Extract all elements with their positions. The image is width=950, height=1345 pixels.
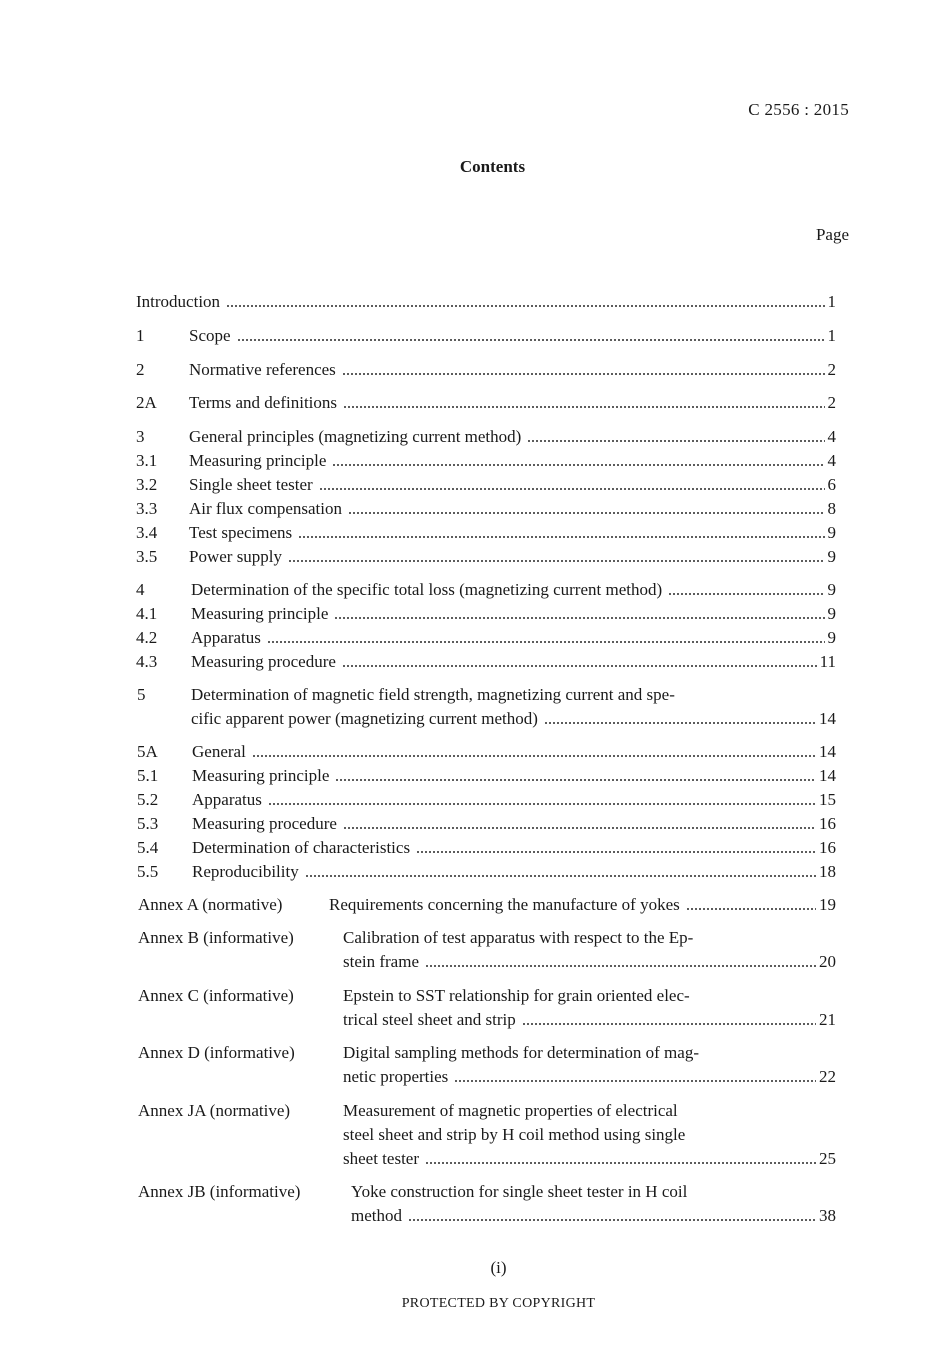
toc-entry-title: netic properties (343, 1067, 449, 1086)
toc-entry-title: Measurement of magnetic properties of electrical (343, 1101, 678, 1120)
toc-entry-number: Annex C (informative) (138, 986, 294, 1005)
toc-entry-number: 4.1 (136, 604, 158, 623)
toc-entry-title: steel sheet and strip by H coil method using single (343, 1125, 686, 1144)
leader-dots (668, 592, 824, 596)
toc-entry-page: 14 (819, 742, 836, 761)
toc-entry-title: Terms and definitions (189, 393, 338, 412)
toc-entry-page: 16 (819, 838, 836, 857)
page-title: Contents (459, 157, 526, 176)
toc-entry[interactable] (136, 291, 836, 313)
toc-entry-title: Determination of the specific total loss (magnetizing current method) (191, 580, 663, 599)
toc-entry-page: 9 (827, 628, 836, 647)
toc-entry-page: 11 (819, 652, 836, 671)
leader-dots (425, 964, 816, 968)
toc-entry[interactable] (136, 546, 836, 568)
toc-entry[interactable] (138, 1205, 836, 1227)
toc-entry-title: Calibration of test apparatus with respect to the Ep- (343, 928, 694, 947)
leader-dots (343, 405, 824, 409)
toc-entry-number: 3.2 (136, 475, 158, 494)
toc-entry-title: Yoke construction for single sheet tester in H coil (351, 1182, 688, 1201)
leader-dots (319, 487, 825, 491)
toc-entry[interactable] (138, 1181, 836, 1203)
toc-entry-page: 2 (827, 360, 836, 379)
toc-entry-title: Air flux compensation (189, 499, 342, 518)
leader-dots (268, 802, 816, 806)
toc-entry-page: 9 (827, 523, 836, 542)
leader-dots (332, 463, 824, 467)
leader-dots (343, 826, 816, 830)
leader-dots (416, 850, 816, 854)
toc-entry[interactable] (136, 325, 836, 347)
leader-dots (342, 372, 825, 376)
toc-entry-title: General (192, 742, 246, 761)
toc-entry-number: 5 (137, 685, 146, 704)
toc-entry[interactable] (137, 789, 836, 811)
leader-dots (335, 778, 816, 782)
toc-entry-page: 20 (819, 952, 836, 971)
toc-entry-page: 15 (819, 790, 836, 809)
leader-dots (522, 1022, 816, 1026)
toc-entry-number: 3.3 (136, 499, 158, 518)
toc-entry-page: 22 (819, 1067, 836, 1086)
toc-entry[interactable] (137, 813, 836, 835)
toc-entry[interactable] (138, 1124, 836, 1146)
toc-entry[interactable] (137, 684, 836, 706)
toc-entry-title: General principles (magnetizing current method) (189, 427, 522, 446)
toc-entry-page: 2 (827, 393, 836, 412)
leader-dots (544, 721, 816, 725)
toc-entry[interactable] (137, 861, 836, 883)
toc-entry-page: 18 (819, 862, 836, 881)
toc-entry-title: cific apparent power (magnetizing current method) (191, 709, 538, 728)
leader-dots (288, 559, 824, 563)
toc-entry[interactable] (136, 392, 836, 414)
toc-entry-title: Apparatus (191, 628, 261, 647)
toc-entry[interactable] (136, 426, 836, 448)
toc-entry-number: 5.4 (137, 838, 159, 857)
toc-entry-title: Epstein to SST relationship for grain oriented elec- (343, 986, 690, 1005)
toc-entry[interactable] (136, 651, 836, 673)
toc-entry[interactable] (138, 1148, 836, 1170)
toc-entry-title: Reproducibility (192, 862, 299, 881)
toc-entry[interactable] (136, 579, 836, 601)
toc-entry-number: 2 (136, 360, 145, 379)
toc-entry-title: Measuring procedure (191, 652, 336, 671)
toc-entry-page: 14 (819, 709, 836, 728)
leader-dots (267, 640, 825, 644)
toc-entry-number: 5.1 (137, 766, 159, 785)
toc-entry[interactable] (136, 603, 836, 625)
toc-entry-title: trical steel sheet and strip (343, 1010, 516, 1029)
toc-entry[interactable] (136, 474, 836, 496)
toc-entry-page: 25 (819, 1149, 836, 1168)
toc-entry-title: Digital sampling methods for determination of mag- (343, 1043, 699, 1062)
toc-entry[interactable] (138, 894, 836, 916)
toc-entry-title: Determination of magnetic field strength, magnetizing current and spe- (191, 685, 675, 704)
toc-entry[interactable] (138, 1042, 836, 1064)
toc-entry-number: Annex JB (informative) (138, 1182, 301, 1201)
footer-page-number: (i) (490, 1258, 507, 1277)
toc-entry-page: 16 (819, 814, 836, 833)
toc-entry[interactable] (136, 359, 836, 381)
toc-entry-title: Requirements concerning the manufacture of yokes (329, 895, 680, 914)
leader-dots (686, 907, 816, 911)
document-number: C 2556 : 2015 (748, 100, 849, 119)
toc-entry-title: method (351, 1206, 402, 1225)
toc-entry-title: Apparatus (192, 790, 262, 809)
page-column-header: Page (815, 225, 849, 244)
leader-dots (334, 616, 824, 620)
toc-entry-page: 1 (827, 292, 836, 311)
toc-entry-title: Measuring principle (189, 451, 327, 470)
toc-entry-number: 2A (136, 393, 157, 412)
toc-entry-number: 3.4 (136, 523, 158, 542)
toc-entry[interactable] (136, 498, 836, 520)
toc-entry-number: Annex D (informative) (138, 1043, 295, 1062)
toc-entry[interactable] (137, 837, 836, 859)
leader-dots (305, 874, 816, 878)
toc-entry-page: 6 (827, 475, 836, 494)
toc-entry[interactable] (137, 765, 836, 787)
toc-entry-title: Measuring principle (191, 604, 329, 623)
toc-entry[interactable] (136, 522, 836, 544)
toc-entry-number: 3 (136, 427, 145, 446)
toc-entry-page: 38 (819, 1206, 836, 1225)
toc-entry-title: stein frame (343, 952, 419, 971)
toc-entry[interactable] (138, 951, 836, 973)
toc-entry[interactable] (136, 450, 836, 472)
toc-entry-page: 4 (827, 451, 836, 470)
leader-dots (348, 511, 825, 515)
toc-entry-number: 1 (136, 326, 145, 345)
toc-entry-page: 19 (819, 895, 836, 914)
leader-dots (252, 754, 816, 758)
toc-entry-number: 4.2 (136, 628, 158, 647)
toc-entry-title: Measuring procedure (192, 814, 337, 833)
toc-entry-page: 21 (819, 1010, 836, 1029)
toc-entry-title: Determination of characteristics (192, 838, 411, 857)
toc-entry-page: 9 (827, 604, 836, 623)
footer-copyright: PROTECTED BY COPYRIGHT (401, 1296, 596, 1311)
toc-entry-number: 3.1 (136, 451, 158, 470)
toc-entry-title: Power supply (189, 547, 283, 566)
leader-dots (408, 1218, 816, 1222)
leader-dots (298, 535, 824, 539)
toc-entry[interactable] (136, 627, 836, 649)
toc-entry-page: 4 (827, 427, 836, 446)
toc-entry[interactable] (138, 1100, 836, 1122)
toc-entry-number: Annex A (normative) (138, 895, 283, 914)
toc-entry-title: sheet tester (343, 1149, 419, 1168)
toc-entry-number: 5.5 (137, 862, 159, 881)
toc-entry[interactable] (138, 1066, 836, 1088)
toc-entry-number: 4 (136, 580, 145, 599)
toc-entry-page: 1 (827, 326, 836, 345)
leader-dots (454, 1079, 816, 1083)
toc-entry-number: 5.2 (137, 790, 159, 809)
toc-entry-title: Introduction (136, 292, 221, 311)
toc-entry[interactable] (138, 927, 836, 949)
leader-dots (342, 664, 817, 668)
toc-entry-number: 5.3 (137, 814, 159, 833)
toc-entry-page: 9 (827, 547, 836, 566)
leader-dots (425, 1161, 816, 1165)
toc-entry[interactable] (137, 708, 836, 730)
toc-entry-number: Annex B (informative) (138, 928, 294, 947)
toc-entry-number: 4.3 (136, 652, 158, 671)
toc-entry[interactable] (137, 741, 836, 763)
toc-entry-number: Annex JA (normative) (138, 1101, 291, 1120)
toc-entry-number: 5A (137, 742, 158, 761)
leader-dots (226, 304, 824, 308)
toc-entry-title: Test specimens (189, 523, 293, 542)
toc-entry[interactable] (138, 985, 836, 1007)
toc-entry-title: Single sheet tester (189, 475, 313, 494)
leader-dots (237, 338, 825, 342)
toc-entry-page: 8 (827, 499, 836, 518)
toc-entry-title: Normative references (189, 360, 336, 379)
toc-entry-title: Scope (189, 326, 231, 345)
toc-entry-number: 3.5 (136, 547, 158, 566)
toc-entry-title: Measuring principle (192, 766, 330, 785)
toc-entry[interactable] (138, 1009, 836, 1031)
toc-entry-page: 14 (819, 766, 836, 785)
leader-dots (527, 439, 824, 443)
toc-entry-page: 9 (827, 580, 836, 599)
